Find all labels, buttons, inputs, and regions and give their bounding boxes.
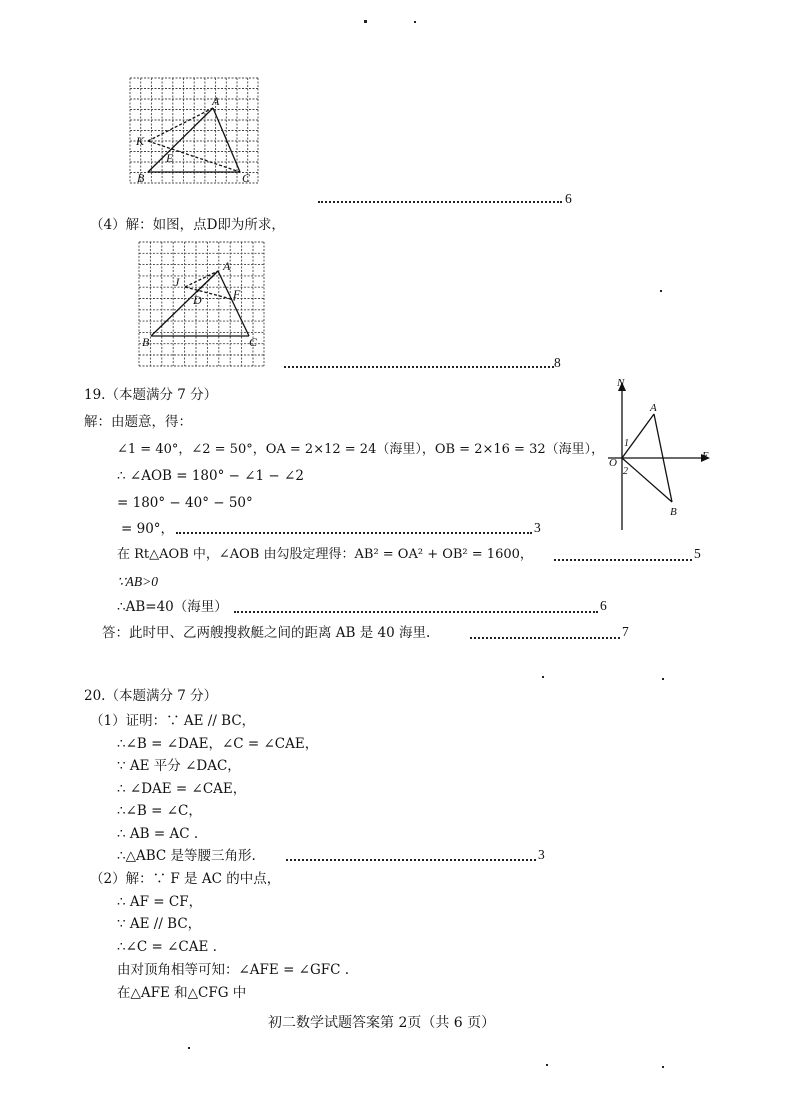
q20-p2-line4: 由对顶角相等可知：∠AFE = ∠GFC .	[117, 962, 350, 978]
score-part4: 8	[554, 355, 561, 370]
scan-speck	[542, 676, 544, 678]
compass-label-1: 1	[624, 438, 629, 449]
q20-p2-line5: 在△AFE 和△CFG 中	[117, 985, 247, 1001]
q20-header: 20.（本题满分 7 分）	[84, 688, 218, 704]
q19-header: 19.（本题满分 7 分）	[84, 387, 218, 403]
fig1-label-K: K	[136, 134, 145, 148]
scan-speck	[662, 678, 664, 680]
q20-p2-line1: ∴ AF = CF，	[117, 894, 203, 910]
q19-score-7: 7	[622, 624, 629, 639]
q20-p2-intro: （2）解：∵ F 是 AC 的中点，	[90, 871, 281, 887]
q19-score-3: 3	[534, 520, 541, 535]
fig2-label-A: A	[223, 259, 231, 273]
compass-label-A: A	[650, 402, 657, 414]
scan-speck	[662, 1066, 664, 1068]
q20-p1-score: 3	[538, 847, 545, 862]
compass-label-B: B	[670, 506, 677, 518]
score-leader	[470, 637, 620, 639]
fig2-label-D: D	[193, 293, 202, 307]
q20-p1-intro: （1）证明：∵ AE // BC，	[90, 713, 256, 729]
score-leader	[176, 532, 532, 534]
q19-intro: 解：由题意，得：	[84, 414, 192, 430]
q19-line7: ∴AB=40（海里）	[117, 599, 228, 615]
score-leader	[284, 366, 554, 368]
fig2-label-J: J	[174, 275, 180, 289]
fig2-label-C: C	[249, 335, 258, 349]
page-footer: 初二数学试题答案第 2页（共 6 页）	[268, 1015, 496, 1031]
scan-speck	[660, 290, 662, 292]
score-leader	[234, 611, 598, 613]
grid-figure-1	[128, 76, 260, 188]
fig1-label-C: C	[242, 171, 251, 185]
grid-figure-2	[137, 240, 267, 368]
fig1-label-E: E	[166, 151, 174, 165]
fig1-label-A: A	[212, 94, 220, 108]
q19-score-6: 6	[600, 598, 607, 613]
q19-line3: = 180° − 40° − 50°	[117, 495, 253, 511]
q19-line5: 在 Rt△AOB 中，∠AOB 由勾股定理得：AB² = OA² + OB² = 1600，	[117, 547, 533, 562]
part4-text: （4）解：如图，点D即为所求，	[90, 217, 285, 233]
score-leader	[554, 559, 692, 561]
compass-label-O: O	[609, 457, 617, 469]
scan-speck	[188, 1047, 190, 1049]
q19-answer: 答：此时甲、乙两艘搜救艇之间的距离 AB 是 40 海里.	[102, 625, 431, 641]
q20-p2-line2: ∵ AE // BC，	[117, 916, 202, 932]
q19-line1: ∠1 = 40°，∠2 = 50°，OA = 2×12 = 24（海里），OB = 2×16 = 32（海里），	[117, 442, 605, 457]
q20-p1-line3: ∴ ∠DAE = ∠CAE，	[117, 781, 247, 797]
q19-line4: = 90°，	[121, 521, 175, 537]
score-leader	[318, 201, 562, 203]
q20-p1-line2: ∵ AE 平分 ∠DAC，	[117, 758, 241, 774]
q19-line2: ∴ ∠AOB = 180° − ∠1 − ∠2	[117, 468, 304, 484]
compass-label-E: E	[702, 450, 709, 462]
score-part3: 6	[565, 191, 572, 206]
compass-diagram	[598, 374, 718, 534]
q20-p1-line4: ∴∠B = ∠C，	[117, 803, 202, 819]
fig2-label-B: B	[142, 335, 150, 349]
q19-line6: ∵AB>0	[117, 574, 158, 589]
fig2-label-F: F	[233, 287, 241, 301]
compass-label-N: N	[617, 377, 625, 389]
score-leader	[286, 859, 536, 861]
compass-label-2: 2	[623, 466, 628, 477]
q20-p2-line3: ∴∠C = ∠CAE .	[117, 939, 217, 955]
q20-p1-line6: ∴△ABC 是等腰三角形.	[117, 848, 256, 864]
q20-p1-line1: ∴∠B = ∠DAE，∠C = ∠CAE，	[117, 736, 319, 752]
scan-speck	[364, 20, 367, 23]
scan-speck	[414, 21, 416, 23]
scan-speck	[546, 1064, 548, 1066]
q20-p1-line5: ∴ AB = AC .	[117, 826, 199, 842]
fig1-label-B: B	[137, 171, 145, 185]
q19-score-5: 5	[694, 546, 701, 561]
